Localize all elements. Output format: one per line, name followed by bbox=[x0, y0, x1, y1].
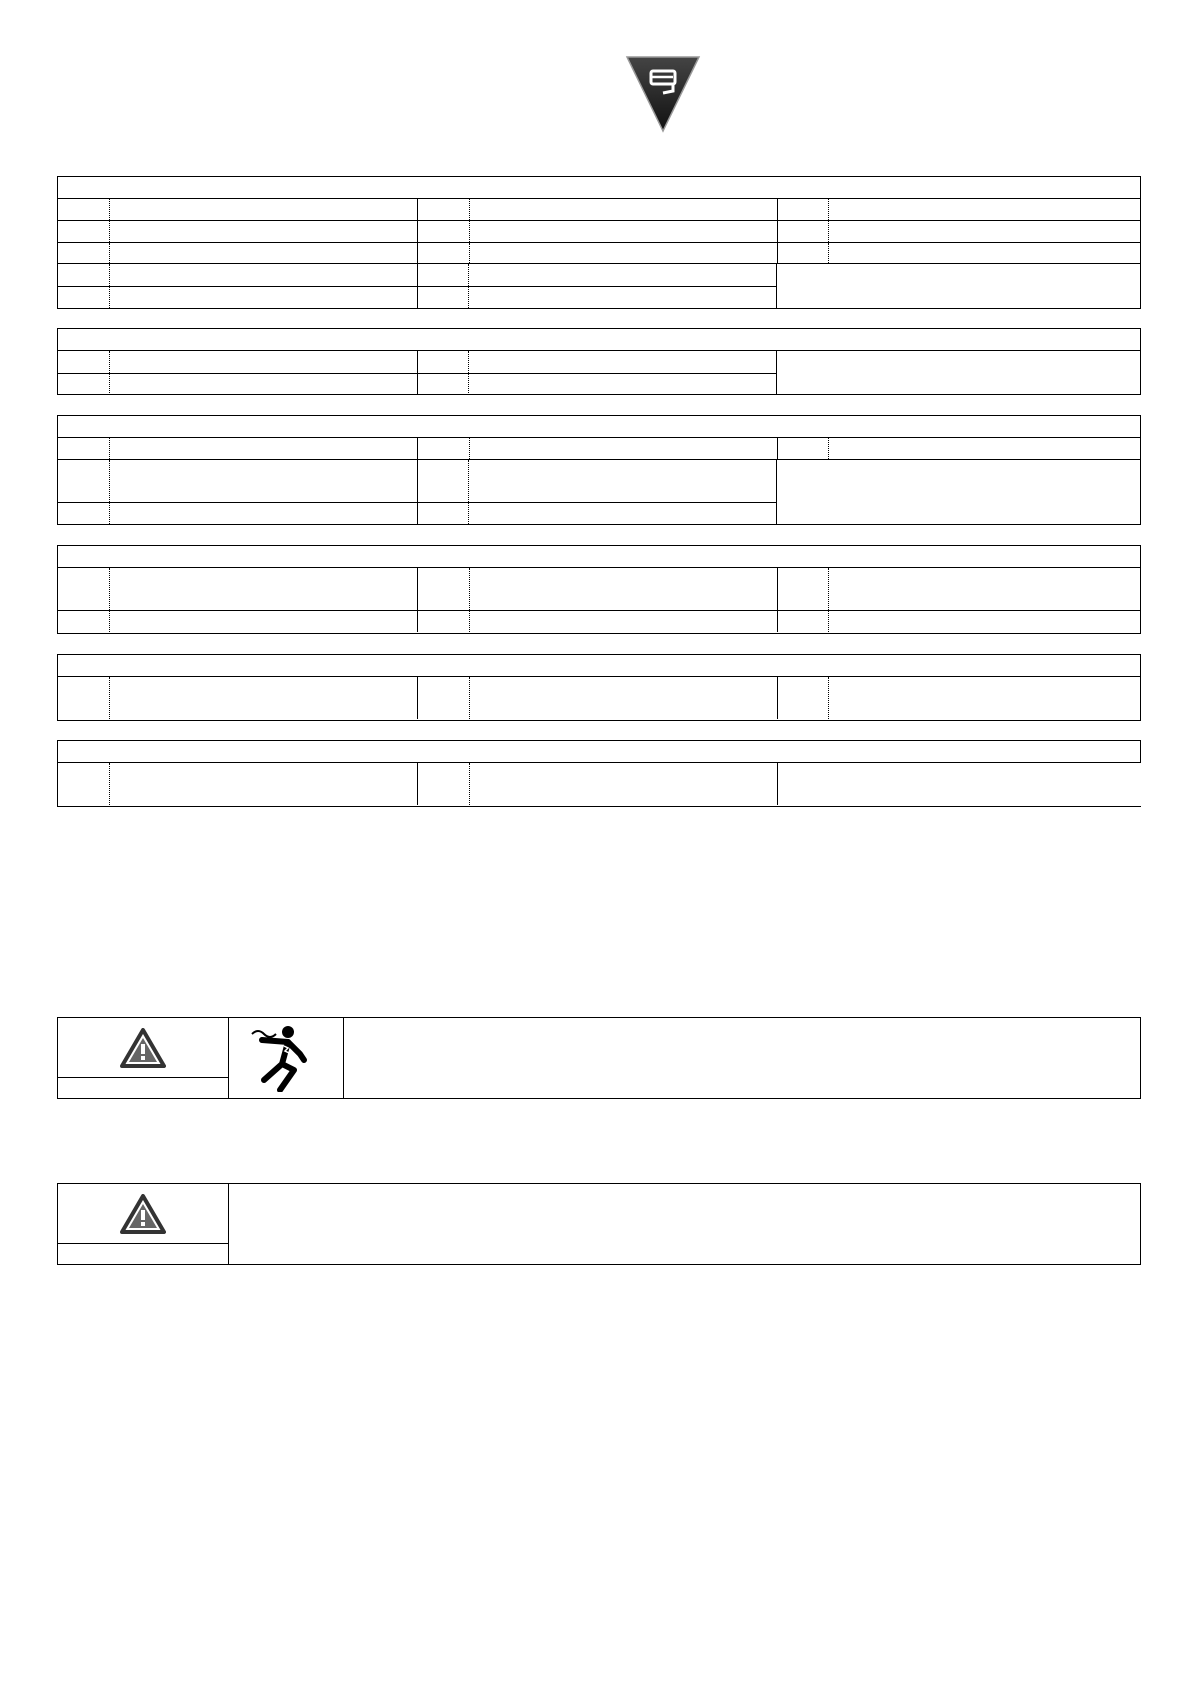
table-cell bbox=[417, 763, 469, 805]
table-cell bbox=[109, 243, 417, 263]
table-cell bbox=[417, 264, 469, 286]
table-cell bbox=[417, 438, 469, 459]
table-cell bbox=[777, 611, 828, 632]
table-cell bbox=[58, 568, 109, 610]
warning-triangle-icon bbox=[120, 1028, 166, 1068]
table-cell bbox=[58, 351, 109, 373]
table-row bbox=[58, 264, 776, 286]
table-cell bbox=[468, 351, 776, 373]
brand-logo-icon bbox=[625, 55, 701, 133]
table-row bbox=[58, 460, 776, 502]
table-cell bbox=[828, 199, 1140, 220]
warning-label bbox=[58, 1243, 228, 1264]
table-cell bbox=[58, 763, 109, 805]
warning-text bbox=[344, 1018, 1140, 1098]
table-cell bbox=[58, 287, 109, 308]
table-cell bbox=[468, 460, 776, 502]
table-row bbox=[58, 351, 776, 373]
table-cell bbox=[417, 677, 469, 719]
spec-table-5 bbox=[57, 654, 1141, 721]
table-cell bbox=[58, 199, 109, 220]
table-cell bbox=[828, 611, 1140, 632]
table-row bbox=[58, 676, 1140, 719]
table-cell bbox=[469, 611, 777, 632]
warning-text bbox=[229, 1184, 1140, 1264]
table-cell bbox=[777, 568, 828, 610]
table-cell bbox=[777, 199, 828, 220]
general-warning bbox=[57, 1183, 1141, 1265]
table-cell bbox=[58, 221, 109, 242]
table-cell bbox=[469, 763, 777, 805]
table-row bbox=[58, 762, 1141, 805]
spec-table-6 bbox=[57, 740, 1141, 807]
table-cell bbox=[58, 374, 109, 395]
table-row bbox=[58, 198, 1140, 220]
electric-shock-icon bbox=[248, 1024, 324, 1092]
table-cell bbox=[417, 374, 469, 395]
table-cell bbox=[109, 351, 417, 373]
table-cell bbox=[109, 568, 417, 610]
table-row bbox=[58, 502, 776, 524]
table-cell bbox=[417, 351, 469, 373]
table-cell bbox=[58, 677, 109, 719]
table-cell bbox=[469, 243, 777, 263]
table-cell bbox=[417, 221, 469, 242]
table-cell bbox=[109, 438, 417, 459]
table-header bbox=[58, 177, 1140, 198]
warning-label bbox=[58, 1077, 228, 1098]
table-cell bbox=[828, 243, 1140, 263]
table-cell bbox=[828, 438, 1140, 459]
merged-cell bbox=[777, 264, 1140, 308]
spec-table-1 bbox=[57, 176, 1141, 309]
table-row bbox=[58, 567, 1140, 610]
table-header bbox=[58, 416, 1140, 437]
table-cell bbox=[469, 568, 777, 610]
table-cell bbox=[828, 221, 1140, 242]
merged-cell bbox=[777, 460, 1140, 524]
table-row bbox=[58, 220, 1140, 242]
table-row bbox=[58, 437, 1140, 459]
table-cell bbox=[469, 677, 777, 719]
merged-cell bbox=[777, 351, 1140, 395]
table-header bbox=[58, 329, 1140, 350]
table-cell bbox=[417, 287, 469, 308]
table-cell bbox=[109, 287, 417, 308]
spec-table-3 bbox=[57, 415, 1141, 525]
table-header bbox=[58, 546, 1140, 567]
table-cell bbox=[469, 438, 777, 459]
table-cell bbox=[109, 374, 417, 395]
table-cell bbox=[828, 568, 1140, 610]
table-cell bbox=[468, 264, 776, 286]
table-cell bbox=[777, 243, 828, 263]
table-row bbox=[58, 373, 776, 395]
table-cell bbox=[58, 460, 109, 502]
table-cell bbox=[109, 221, 417, 242]
table-cell bbox=[109, 199, 417, 220]
table-cell bbox=[109, 460, 417, 502]
table-row bbox=[58, 610, 1140, 632]
table-cell bbox=[468, 287, 776, 308]
table-cell bbox=[417, 243, 469, 263]
warning-triangle-icon bbox=[120, 1194, 166, 1234]
table-cell bbox=[777, 677, 828, 719]
table-cell bbox=[58, 243, 109, 263]
table-cell bbox=[417, 611, 469, 632]
table-header bbox=[58, 741, 1141, 762]
table-cell bbox=[109, 763, 417, 805]
table-cell bbox=[58, 264, 109, 286]
table-cell bbox=[468, 374, 776, 395]
table-cell bbox=[109, 503, 417, 524]
table-cell bbox=[777, 221, 828, 242]
table-cell bbox=[469, 199, 777, 220]
table-header bbox=[58, 655, 1140, 676]
table-cell bbox=[777, 763, 1141, 805]
electric-shock-warning bbox=[57, 1017, 1141, 1099]
table-cell bbox=[109, 611, 417, 632]
table-cell bbox=[58, 611, 109, 632]
table-row bbox=[58, 242, 1140, 263]
table-cell bbox=[109, 264, 417, 286]
table-cell bbox=[417, 460, 469, 502]
table-cell bbox=[469, 221, 777, 242]
table-cell bbox=[109, 677, 417, 719]
table-cell bbox=[58, 503, 109, 524]
table-cell bbox=[777, 438, 828, 459]
table-cell bbox=[417, 568, 469, 610]
table-cell bbox=[828, 677, 1140, 719]
spec-table-4 bbox=[57, 545, 1141, 634]
table-cell bbox=[417, 503, 469, 524]
table-cell bbox=[417, 199, 469, 220]
table-row bbox=[58, 286, 776, 308]
table-cell bbox=[468, 503, 776, 524]
spec-table-2 bbox=[57, 328, 1141, 395]
table-cell bbox=[58, 438, 109, 459]
